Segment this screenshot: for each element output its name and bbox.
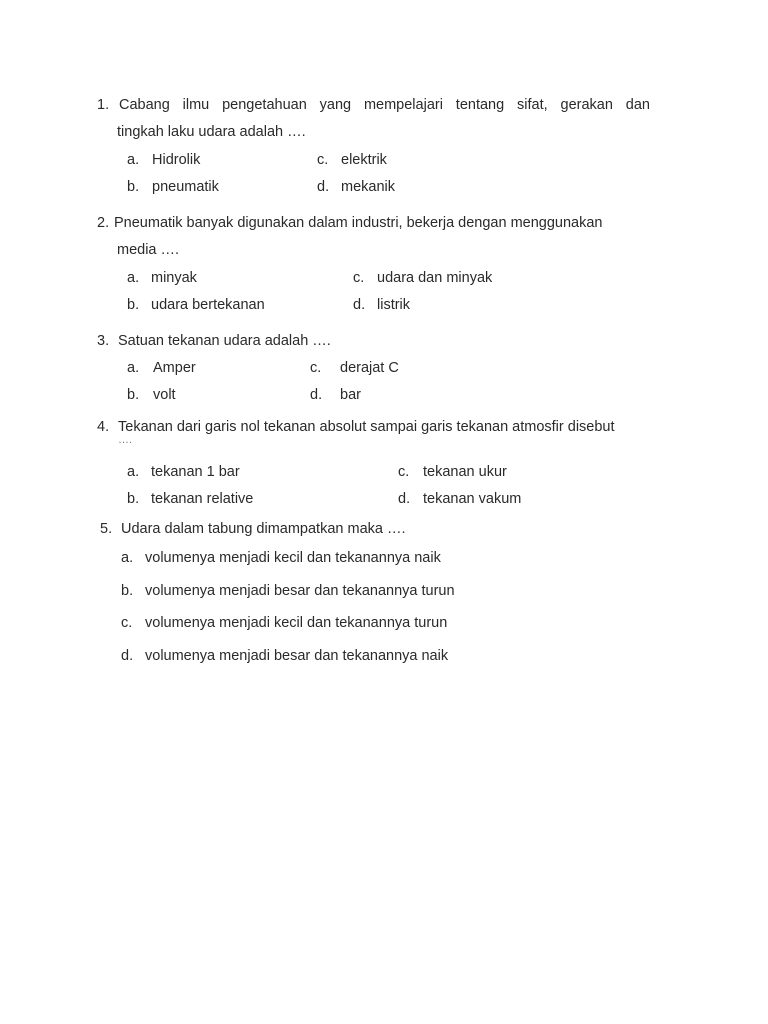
option-text-a: volumenya menjadi kecil dan tekanannya naik [145,550,441,566]
option-letter-d: d. [310,387,323,403]
option-text-b: volt [153,387,176,403]
question-text-continued: …. [118,434,133,446]
option-letter-a: a. [127,464,140,480]
option-text-d: bar [340,387,361,403]
option-text-d: tekanan vakum [423,491,522,507]
option-letter-d: d. [353,297,366,313]
option-letter-c: c. [317,152,329,168]
option-text-d: listrik [377,297,411,313]
question-number: 3. [97,333,110,349]
question-text: Udara dalam tabung dimampatkan maka …. [121,521,406,537]
question-text-continued: tingkah laku udara adalah …. [117,124,306,140]
option-text-a: Amper [153,360,196,376]
option-letter-c: c. [398,464,410,480]
option-letter-d: d. [398,491,411,507]
question-text-continued: media …. [117,242,180,258]
option-letter-d: d. [121,648,134,664]
option-letter-c: c. [310,360,322,376]
option-letter-d: d. [317,179,330,195]
option-text-c: elektrik [341,152,387,168]
option-letter-b: b. [127,491,140,507]
question-number: 2. [97,215,110,231]
question-number: 5. [100,521,113,537]
option-text-a: tekanan 1 bar [151,464,240,480]
question-number: 1. [97,97,110,113]
option-letter-c: c. [121,615,133,631]
option-text-d: volumenya menjadi besar dan tekanannya naik [145,648,449,664]
question-text: Pneumatik banyak digunakan dalam industri, bekerja dengan menggunakan [114,215,603,231]
option-letter-b: b. [127,297,140,313]
option-text-c: volumenya menjadi kecil dan tekanannya turun [145,615,448,631]
option-letter-b: b. [127,179,140,195]
question-text: Tekanan dari garis nol tekanan absolut sampai garis tekanan atmosfir disebut [118,419,615,435]
option-text-b: pneumatik [152,179,219,195]
option-text-b: udara bertekanan [151,297,265,313]
option-letter-a: a. [127,270,140,286]
option-letter-a: a. [127,152,140,168]
option-text-c: udara dan minyak [377,270,493,286]
option-text-a: minyak [151,270,197,286]
question-number: 4. [97,419,110,435]
option-letter-b: b. [127,387,140,403]
option-letter-b: b. [121,583,134,599]
option-letter-a: a. [127,360,140,376]
option-text-d: mekanik [341,179,395,195]
option-text-b: volumenya menjadi besar dan tekanannya turun [145,583,455,599]
option-text-a: Hidrolik [152,152,201,168]
option-letter-c: c. [353,270,365,286]
option-text-b: tekanan relative [151,491,254,507]
option-text-c: derajat C [340,360,399,376]
option-text-c: tekanan ukur [423,464,507,480]
question-text: Satuan tekanan udara adalah …. [118,333,331,349]
question-text: Cabang ilmu pengetahuan yang mempelajari tentang sifat, gerakan dan [119,97,650,113]
option-letter-a: a. [121,550,134,566]
